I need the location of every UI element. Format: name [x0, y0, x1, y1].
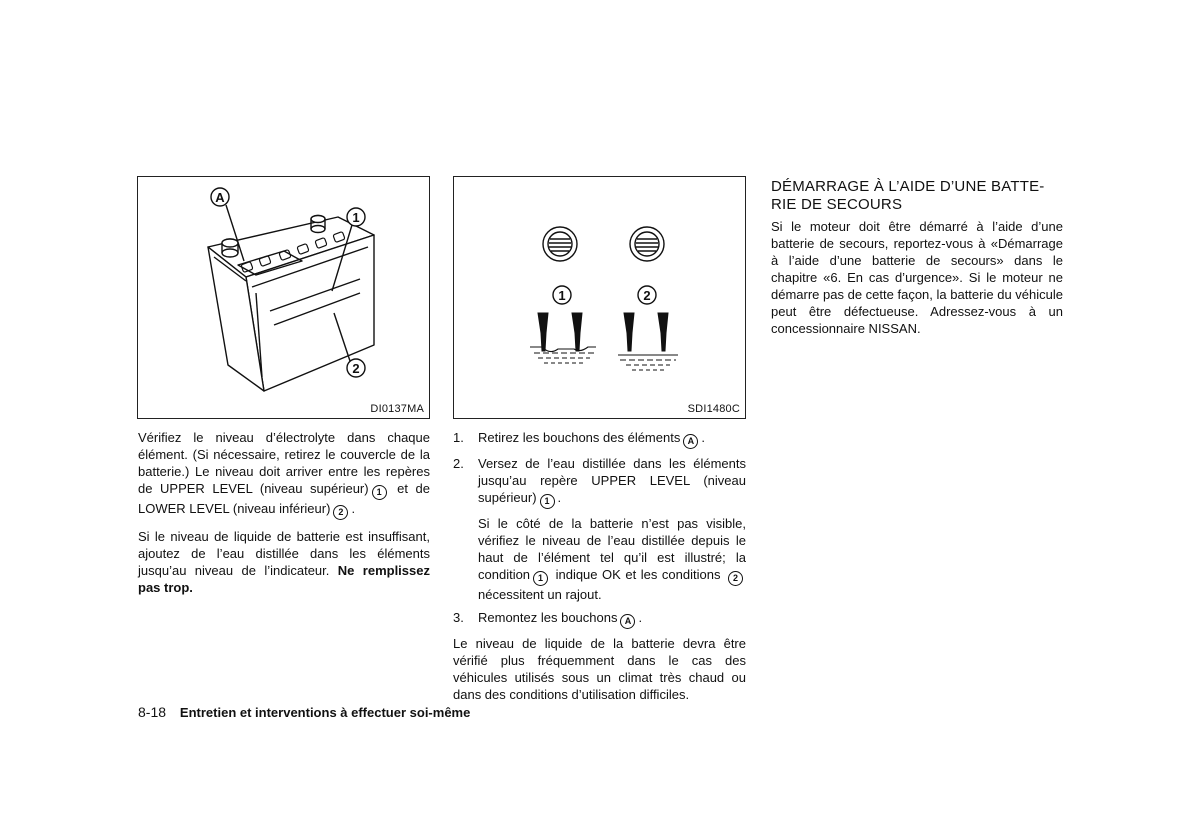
- left-column: [138, 429, 430, 604]
- step-end: .: [557, 490, 562, 505]
- condition-marker-1: 1: [533, 571, 548, 586]
- cap-marker-a: A: [683, 434, 698, 449]
- step-item: [453, 455, 746, 603]
- jump-start-paragraph: Si le moteur doit être démarré à l’aide d’une batterie de secours, reportez-vous à «Démarrage à l’aide d’une batterie de secours» dans le chapitre «6. En cas d’urgence». Si le moteur ne démarre pas de cette façon, la batterie du véhicule peut être défectueuse. Adressez-vous à un concessionnaire NISSAN.: [771, 219, 1063, 336]
- para1-text: Vérifiez le niveau d’électrolyte dans chaque élément. (Si nécessaire, retirez le couvercle de la batterie.) Le niveau doit arriver entre les repères de UPPER LEVEL (niveau supérieur): [138, 430, 430, 496]
- upper-level-marker: 1: [540, 494, 555, 509]
- figure1-label-a: A: [215, 190, 225, 205]
- figure1-label-1: 1: [352, 210, 360, 225]
- lower-level-marker: 2: [333, 505, 348, 520]
- step-end: .: [638, 610, 643, 625]
- step2-sub-a: Si le côté de la batterie n’est pas visible, vérifiez le niveau de l’eau distillée depuis le haut de l’élément tel qu’il est illustré; la condition: [478, 516, 746, 582]
- closing-paragraph: Le niveau de liquide de la batterie devra être vérifié plus fréquemment dans le cas des véhicules utilisés sous un climat très chaud ou dans des conditions d’utilisation difficiles.: [453, 636, 746, 702]
- step-text: Retirez les bouchons des éléments: [478, 430, 681, 445]
- heading-line-1: DÉMARRAGE À L’AIDE D’UNE BATTE-: [771, 178, 1045, 195]
- step-end: .: [701, 430, 705, 445]
- step-text-block: [478, 455, 746, 509]
- figure2-label-2: 2: [643, 288, 651, 303]
- electrolyte-paragraph: [138, 429, 430, 520]
- figure2-code: SDI1480C: [687, 403, 740, 415]
- step2-sub-c: nécessitent un rajout.: [478, 587, 602, 602]
- condition-marker-2: 2: [728, 571, 743, 586]
- water-level-illustration: [454, 177, 747, 420]
- para2-text: Si le niveau de liquide de batterie est insuffisant, ajoutez de l’eau distillée dans les éléments jusqu’au niveau de l’indicateur.: [138, 529, 430, 578]
- section-title: Entretien et interventions à effectuer soi-même: [179, 705, 471, 720]
- step-number: 1.: [453, 430, 464, 445]
- step-text: Remontez les bouchons: [478, 610, 618, 625]
- battery-figure: [137, 176, 430, 419]
- step-item: [453, 429, 746, 449]
- right-column: [771, 178, 1063, 345]
- upper-level-marker: 1: [372, 485, 387, 500]
- page-footer: [138, 704, 470, 720]
- battery-illustration: [138, 177, 431, 420]
- middle-column: [453, 429, 746, 711]
- section-heading: [771, 178, 1063, 214]
- steps-list: [453, 429, 746, 629]
- water-level-figure: [453, 176, 746, 419]
- para1-mid: et de LOWER LEVEL (niveau inférieur): [138, 481, 430, 516]
- step-text: Versez de l’eau distillée dans les éléments jusqu’au repère UPPER LEVEL (niveau supérieur): [478, 456, 746, 505]
- page-number: 8-18: [138, 704, 167, 720]
- figure1-label-2: 2: [352, 361, 360, 376]
- refill-paragraph: [138, 528, 430, 596]
- cap-marker-a: A: [620, 614, 635, 629]
- heading-line-2: RIE DE SECOURS: [771, 196, 903, 213]
- figure1-code: DI0137MA: [370, 403, 424, 415]
- step2-sub-b: indique OK et les conditions: [555, 567, 721, 582]
- step2-sub-paragraph: [478, 515, 746, 603]
- step-item: [453, 609, 746, 629]
- figure2-label-1: 1: [558, 288, 566, 303]
- step-number: 3.: [453, 610, 464, 625]
- step-number: 2.: [453, 456, 464, 471]
- para2-warning: Ne remplissez pas trop.: [138, 563, 430, 595]
- para1-end: .: [351, 501, 356, 516]
